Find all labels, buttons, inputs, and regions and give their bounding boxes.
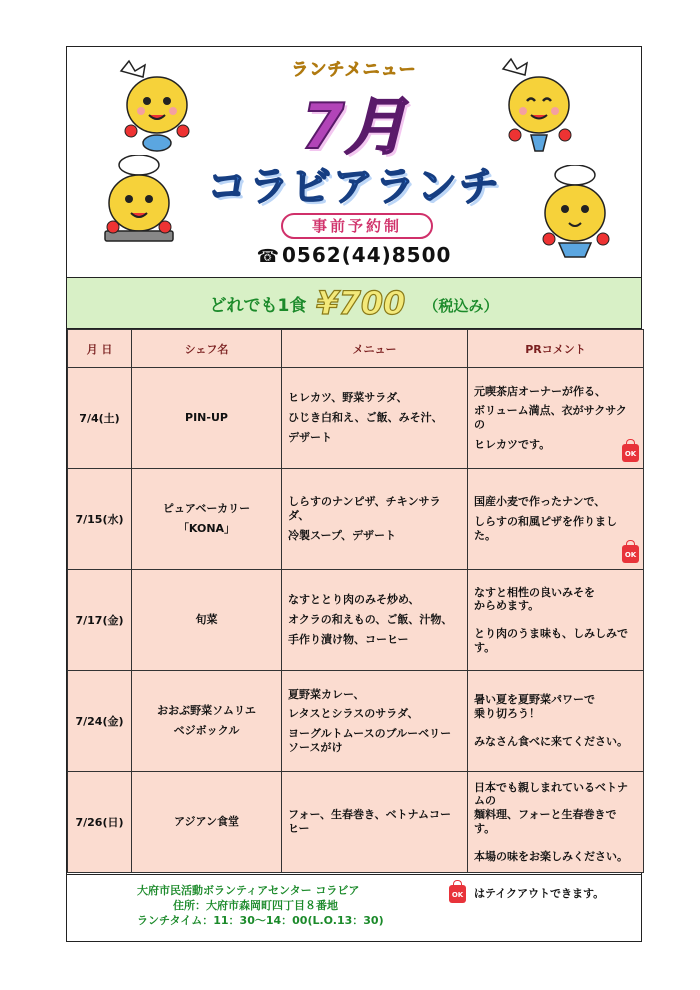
telephone-icon: ☎ [256, 246, 280, 267]
row-chef [132, 772, 282, 873]
flyer-footer [67, 874, 641, 941]
pr-line: 日本でも親しまれているベトナムの [474, 780, 628, 808]
menu-line: デザート [288, 430, 332, 444]
price-tax-note: （税込み） [423, 297, 499, 315]
chef-name-line: 「KONA」 [177, 522, 236, 535]
table-row [68, 772, 644, 873]
row-date: 7/24(金) [68, 671, 132, 772]
takeout-bag-icon: OK [622, 444, 639, 462]
takeout-legend-text: はテイクアウトできます。 [474, 887, 605, 900]
row-chef [132, 671, 282, 772]
menu-line: 手作り漬け物、コーヒー [288, 632, 409, 646]
takeout-bag-icon: OK [622, 545, 639, 563]
row-menu [282, 469, 468, 570]
pr-line: ヒレカツです。 [474, 437, 551, 451]
center-name: 大府市民活動ボランティアセンター コラビア [137, 884, 360, 897]
pr-line: 元喫茶店オーナーが作る、 [474, 384, 606, 398]
column-header-menu: メニュー [282, 330, 468, 368]
row-date: 7/15(水) [68, 469, 132, 570]
table-row [68, 469, 644, 570]
pr-line: なすと相性の良いみそを [474, 585, 595, 599]
chef-name-line: PIN-UP [185, 411, 228, 425]
center-info [137, 883, 384, 928]
pr-line: 本場の味をお楽しみください。 [474, 849, 628, 863]
lunch-menu-flyer [66, 46, 642, 942]
row-date: 7/26(日) [68, 772, 132, 873]
chef-name-line: おおぶ野菜ソムリエ [157, 704, 256, 718]
row-pr-comment [468, 772, 644, 873]
menu-line: 夏野菜カレー、 [288, 687, 365, 701]
column-header-chef: シェフ名 [132, 330, 282, 368]
table-row [68, 671, 644, 772]
takeout-bag-icon: OK [449, 885, 466, 903]
menu-line: しらすのナンピザ、チキンサラダ、 [288, 495, 441, 523]
menu-line: フォー、生春巻き、ベトナムコーヒー [288, 808, 452, 835]
row-menu [282, 368, 468, 469]
phone-number [67, 243, 641, 267]
pr-line: 国産小麦で作ったナンで、 [474, 495, 606, 509]
menu-schedule-table [67, 329, 644, 873]
price-amount: ¥700 [316, 284, 406, 322]
row-chef [132, 570, 282, 671]
menu-subtitle: ランチメニュー [291, 60, 417, 80]
row-date: 7/4(土) [68, 368, 132, 469]
menu-line: 冷製スープ、デザート [288, 528, 397, 542]
menu-month: 7月 [301, 90, 407, 163]
menu-line: なすととり肉のみそ炒め、 [288, 593, 420, 607]
chef-name-line: ベジボックル [173, 724, 240, 737]
row-pr-comment [468, 671, 644, 772]
reservation-badge: 事前予約制 [281, 213, 433, 239]
row-pr-comment [468, 570, 644, 671]
price-band [67, 277, 641, 329]
menu-line: ヒレカツ、野菜サラダ、 [288, 391, 408, 405]
pr-line: からめます。 [474, 599, 540, 613]
pr-line: 暑い夏を夏野菜パワーで [474, 693, 595, 707]
price-label: どれでも1食 [209, 296, 307, 316]
table-row [68, 570, 644, 671]
pr-line: 乗り切ろう！ [474, 707, 540, 721]
row-chef [132, 469, 282, 570]
row-chef [132, 368, 282, 469]
pr-line: とり肉のうま味も、しみしみです。 [474, 627, 628, 654]
row-menu [282, 570, 468, 671]
phone-number-text: 0562(44)8500 [281, 243, 452, 267]
menu-line: レタスとシラスのサラダ、 [288, 707, 419, 721]
row-menu [282, 671, 468, 772]
pr-line: みなさん食べに来てください。 [474, 734, 628, 748]
chef-name-line: アジアン食堂 [173, 815, 240, 829]
chef-name-line: ピュアベーカリー [162, 502, 251, 516]
takeout-legend [449, 885, 604, 903]
chef-name-line: 旬菜 [195, 613, 218, 627]
pr-line: 麺料理、フォーと生春巻きです。 [474, 808, 617, 835]
pr-line: しらすの和風ピザを作りました。 [474, 515, 617, 542]
center-address: 住所：大府市森岡町四丁目８番地 [173, 899, 338, 912]
row-pr-comment [468, 368, 644, 469]
row-menu [282, 772, 468, 873]
page-title: コラビアランチ [207, 164, 501, 210]
row-pr-comment [468, 469, 644, 570]
pr-line: ボリューム満点、衣がサクサクの [474, 404, 627, 431]
table-row [68, 368, 644, 469]
menu-line: オクラの和えもの、ご飯、汁物、 [288, 613, 453, 627]
column-header-date: 月 日 [68, 330, 132, 368]
lunch-time: ランチタイム：11：30～14：00(L.O.13：30) [137, 914, 384, 927]
menu-line: ヨーグルトムースのブルーベリーソースがけ [288, 727, 452, 754]
table-header-row [68, 330, 644, 368]
flyer-header [67, 47, 641, 277]
column-header-pr: PRコメント [468, 330, 644, 368]
menu-line: ひじき白和え、ご飯、みそ汁、 [288, 411, 443, 425]
row-date: 7/17(金) [68, 570, 132, 671]
